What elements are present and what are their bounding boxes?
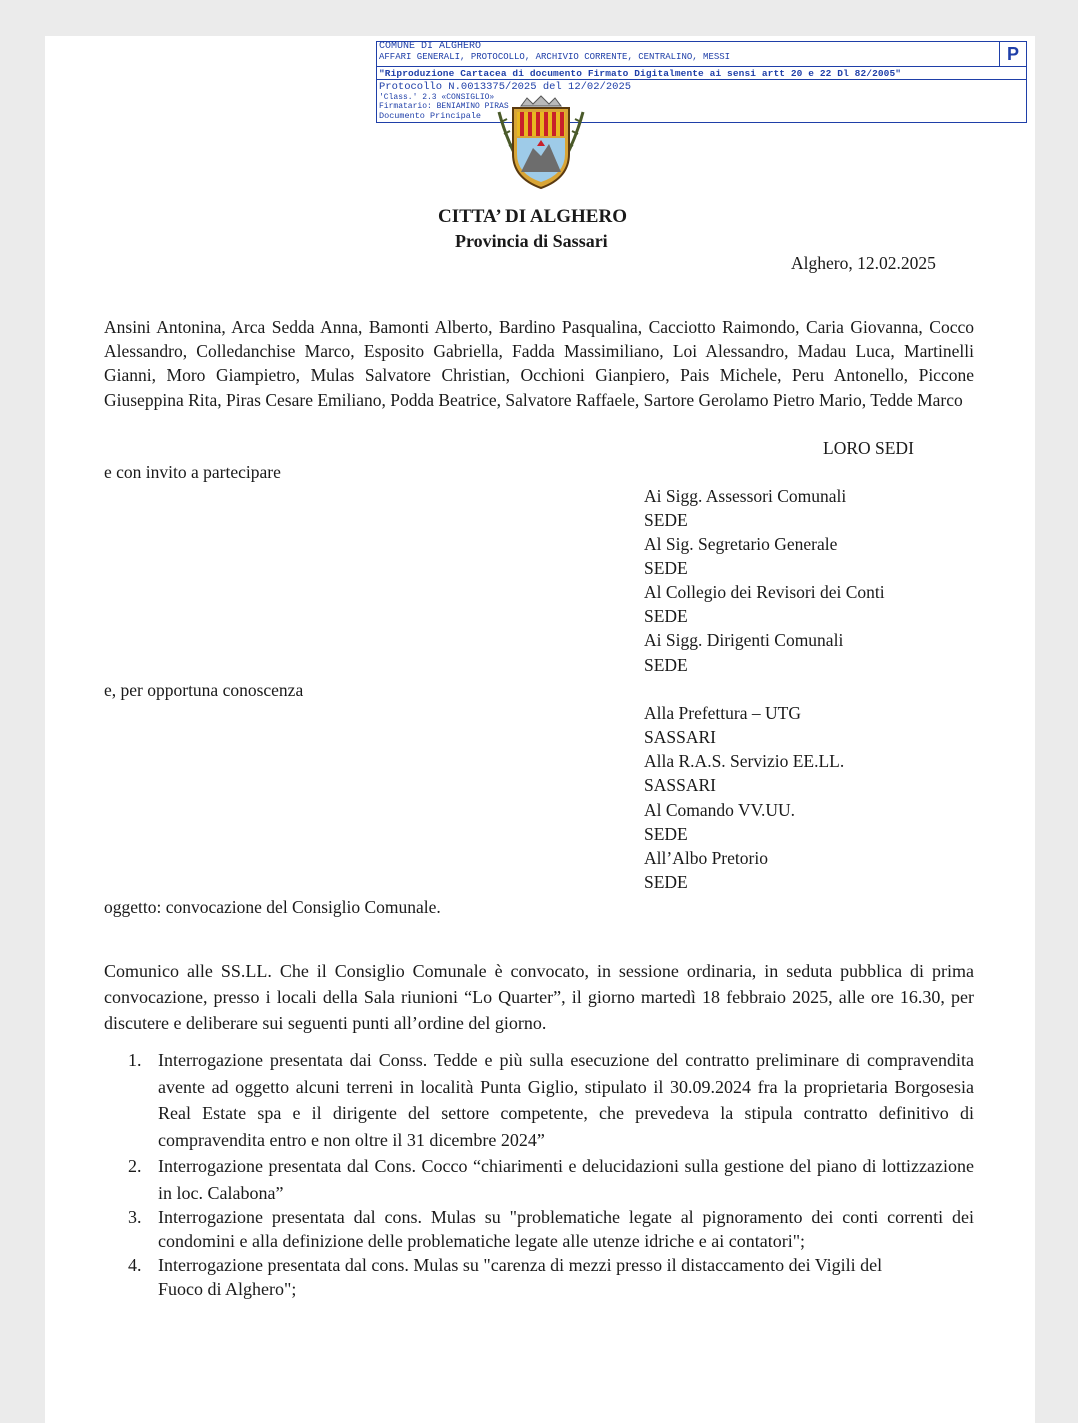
agenda-item	[128, 1253, 928, 1301]
invite-recipient: Al Collegio dei Revisori dei Conti	[644, 582, 885, 602]
knowledge-recipient: All’Albo Pretorio	[644, 848, 768, 868]
knowledge-recipient: SEDE	[644, 872, 688, 892]
recipients-names: Ansini Antonina, Arca Sedda Anna, Bamonti Alberto, Bardino Pasqualina, Cacciotto Raimondo, Caria Giovanna, Cocco Alessandro, Colledanchise Marco, Esposito Gabriella, Fadda Massimiliano, Loi Alessandro, Madau Luca, Martinelli Gianni, Moro Giampietro, Mulas Salvatore Christian, Occhioni Gianpiero, Pais Michele, Peru Antonello, Piccone Giuseppina Rita, Piras Cesare Emiliano, Podda Beatrice, Salvatore Raffaele, Sartore Gerolamo Pietro Mario, Tedde Marco	[104, 317, 974, 410]
invite-label: e con invito a partecipare	[104, 462, 281, 482]
agenda-item-number: 3.	[128, 1207, 142, 1227]
place-date: Alghero, 12.02.2025	[791, 253, 936, 273]
stamp-signer: Firmatario: BENIAMINO PIRAS	[379, 102, 509, 111]
protocol-stamp	[376, 41, 1027, 123]
agenda-item-text: Interrogazione presentata dal cons. Mulas su "carenza di mezzi presso il distaccamento dei Vigili del Fuoco di Alghero";	[158, 1255, 883, 1299]
agenda-item-text: Interrogazione presentata dai Conss. Tedde e più sulla esecuzione del contratto preliminare di compravendita avente ad oggetto alcuni terreni in località Punta Giglio, stipulato il 30.09.2024 fra la proprietaria Borgosesia Real Estate spa e il dirigente del settore competente, che prevedeva la stipula contratto definitivo di compravendita entro e non oltre il 31 dicembre 2024”	[158, 1050, 974, 1150]
knowledge-recipient: Al Comando VV.UU.	[644, 800, 796, 820]
alghero-coat-of-arms-icon	[493, 92, 589, 192]
stamp-protocol-number: Protocollo N.0013375/2025 del 12/02/2025	[379, 81, 632, 93]
subject-line: oggetto: convocazione del Consiglio Comunale.	[104, 897, 441, 917]
knowledge-recipient: SASSARI	[644, 775, 716, 795]
agenda-item	[128, 1047, 974, 1153]
stamp-badge: P	[999, 42, 1026, 66]
invite-recipient: SEDE	[644, 510, 688, 530]
invite-recipient: Ai Sigg. Dirigenti Comunali	[644, 630, 844, 650]
invite-recipient: Ai Sigg. Assessori Comunali	[644, 486, 847, 506]
invite-recipient: SEDE	[644, 655, 688, 675]
stamp-classification: 'Class.' 2.3 «CONSIGLIO»	[379, 93, 495, 102]
invite-recipient: SEDE	[644, 558, 688, 578]
province-title: Provincia di Sassari	[455, 231, 608, 251]
body-paragraph: Comunico alle SS.LL. Che il Consiglio Comunale è convocato, in sessione ordinaria, in seduta pubblica di prima convocazione, presso i locali della Sala riunioni “Lo Quarter”, il giorno martedì 18 febbraio 2025, alle ore 16.30, per discutere e deliberare sui seguenti punti all’ordine del giorno.	[104, 961, 974, 1033]
loro-sedi: LORO SEDI	[823, 438, 914, 458]
agenda-item-number: 2.	[128, 1156, 142, 1176]
agenda-item-number: 1.	[128, 1050, 142, 1070]
knowledge-recipient: SEDE	[644, 824, 688, 844]
agenda-item-number: 4.	[128, 1255, 142, 1275]
invite-recipient: SEDE	[644, 606, 688, 626]
knowledge-label: e, per opportuna conoscenza	[104, 680, 304, 700]
agenda-item	[128, 1206, 974, 1253]
stamp-legal-note: "Riproduzione Cartacea di documento Firmato Digitalmente ai sensi artt 20 e 22 Dl 82/2005"	[379, 68, 902, 79]
stamp-divider	[377, 79, 1026, 80]
city-title: CITTA’ DI ALGHERO	[438, 206, 627, 227]
stamp-office: AFFARI GENERALI, PROTOCOLLO, ARCHIVIO CORRENTE, CENTRALINO, MESSI	[379, 52, 731, 62]
agenda-item-text: Interrogazione presentata dal Cons. Cocco “chiarimenti e delucidazioni sulla gestione del piano di lottizzazione in loc. Calabona”	[158, 1156, 974, 1203]
agenda-item-text: Interrogazione presentata dal cons. Mulas su "problematiche legate al pignoramento dei conti correnti dei condomini e alla definizione delle problematiche legate alle utenze idriche e ai contatori";	[158, 1207, 974, 1251]
agenda-item	[128, 1153, 974, 1206]
knowledge-recipient: Alla Prefettura – UTG	[644, 703, 801, 723]
knowledge-recipient: Alla R.A.S. Servizio EE.LL.	[644, 751, 845, 771]
stamp-divider	[377, 66, 1026, 67]
knowledge-recipient: SASSARI	[644, 727, 716, 747]
stamp-document-type: Documento Principale	[379, 111, 482, 121]
invite-recipient: Al Sig. Segretario Generale	[644, 534, 838, 554]
stamp-municipality: COMUNE DI ALGHERO	[379, 41, 482, 52]
